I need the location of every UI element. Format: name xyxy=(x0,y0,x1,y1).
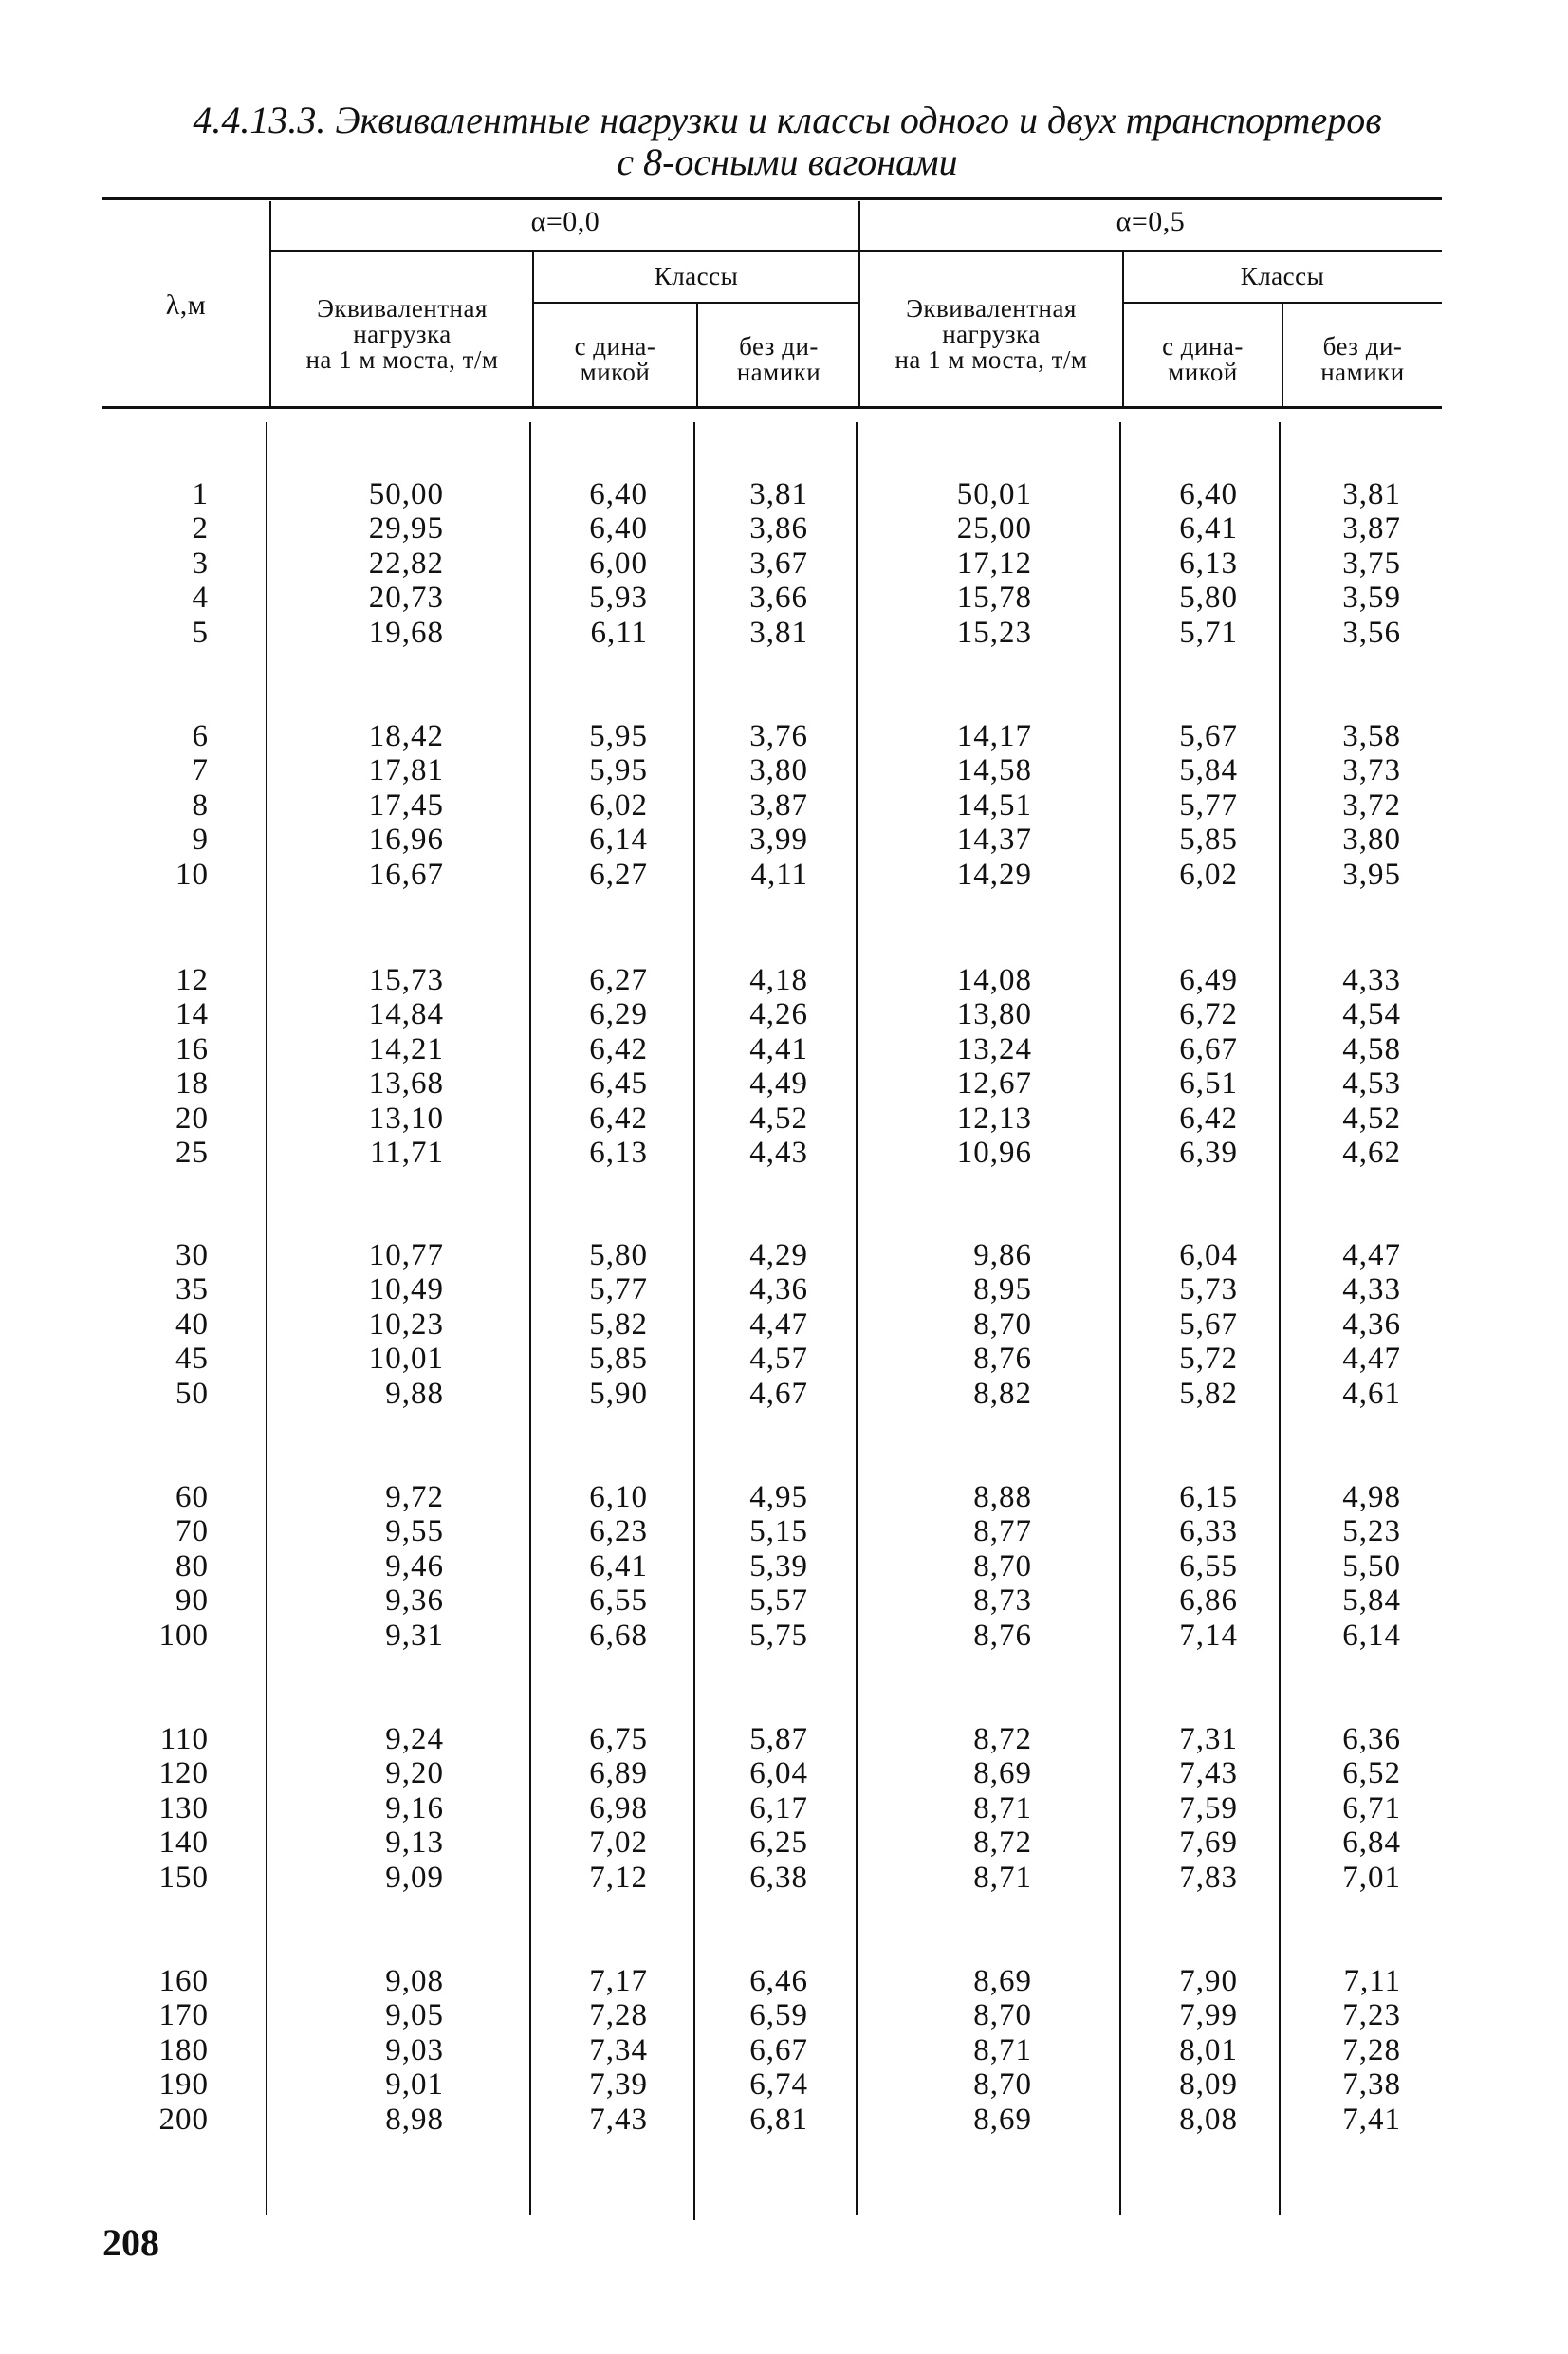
cell-dyn-a05: 5,71 xyxy=(1179,615,1238,650)
cell-load-a05: 14,08 xyxy=(956,963,1032,997)
cell-load-a05: 17,12 xyxy=(956,546,1032,581)
cell-dyn-a05: 6,67 xyxy=(1179,1031,1238,1066)
cell-nodyn-a05: 4,98 xyxy=(1342,1480,1401,1514)
header-load-left: Эквивалентная нагрузка на 1 м моста, т/м xyxy=(305,294,499,374)
cell-nodyn-a05: 7,11 xyxy=(1343,1964,1401,1998)
header-bottom-rule xyxy=(102,406,1442,409)
cell-nodyn-a0: 3,80 xyxy=(749,753,808,788)
cell-load-a0: 9,55 xyxy=(385,1514,444,1549)
cell-load-a05: 15,23 xyxy=(956,615,1032,650)
cell-dyn-a0: 7,39 xyxy=(589,2067,648,2103)
cell-nodyn-a05: 3,95 xyxy=(1342,857,1401,892)
cell-span: 2 xyxy=(192,511,209,547)
cell-load-a05: 8,77 xyxy=(973,1514,1032,1549)
cell-nodyn-a0: 4,47 xyxy=(749,1307,808,1342)
page-number: 208 xyxy=(102,2221,159,2264)
cell-dyn-a05: 7,31 xyxy=(1179,1722,1238,1756)
cell-nodyn-a05: 4,36 xyxy=(1342,1307,1401,1342)
cell-span: 170 xyxy=(158,1998,209,2033)
cell-dyn-a0: 5,90 xyxy=(589,1376,648,1411)
cell-load-a05: 14,29 xyxy=(956,857,1032,892)
cell-load-a0: 18,42 xyxy=(368,719,444,753)
cell-dyn-a05: 6,72 xyxy=(1179,997,1238,1032)
cell-nodyn-a05: 3,73 xyxy=(1342,753,1401,788)
cell-span: 80 xyxy=(175,1548,209,1584)
cell-span: 45 xyxy=(175,1342,209,1377)
cell-load-a05: 8,69 xyxy=(973,1756,1032,1791)
cell-load-a05: 8,70 xyxy=(973,1548,1032,1584)
cell-span: 6 xyxy=(192,719,209,753)
cell-nodyn-a05: 4,58 xyxy=(1342,1031,1401,1066)
cell-load-a0: 9,31 xyxy=(385,1618,444,1653)
cell-load-a05: 8,71 xyxy=(973,1790,1032,1826)
cell-span: 3 xyxy=(192,546,209,581)
cell-dyn-a0: 6,11 xyxy=(590,615,648,650)
cell-nodyn-a05: 4,33 xyxy=(1342,1272,1401,1307)
header-nodyn-left: без ди- намики xyxy=(736,332,821,386)
cell-dyn-a0: 5,82 xyxy=(589,1307,648,1342)
cell-dyn-a0: 6,55 xyxy=(589,1584,648,1619)
cell-span: 5 xyxy=(192,615,209,650)
cell-dyn-a0: 6,40 xyxy=(589,511,648,547)
cell-nodyn-a05: 3,75 xyxy=(1342,546,1401,581)
cell-load-a0: 17,81 xyxy=(368,753,444,788)
cell-nodyn-a0: 4,26 xyxy=(749,997,808,1032)
cell-load-a0: 14,84 xyxy=(368,997,444,1032)
cell-span: 180 xyxy=(158,2032,209,2067)
cell-nodyn-a0: 3,81 xyxy=(749,615,808,650)
cell-span: 7 xyxy=(192,753,209,788)
cell-load-a05: 9,86 xyxy=(973,1238,1032,1272)
cell-dyn-a0: 6,23 xyxy=(589,1514,648,1549)
cell-dyn-a0: 6,45 xyxy=(589,1066,648,1102)
cell-nodyn-a0: 6,04 xyxy=(749,1756,808,1791)
cell-dyn-a05: 8,08 xyxy=(1179,2102,1238,2137)
cell-span: 12 xyxy=(175,963,209,997)
cell-dyn-a05: 5,73 xyxy=(1179,1272,1238,1307)
alpha-rule-right xyxy=(859,250,1442,252)
cell-dyn-a0: 6,02 xyxy=(589,788,648,823)
cell-span: 140 xyxy=(158,1826,209,1861)
cell-nodyn-a0: 4,29 xyxy=(749,1238,808,1272)
cell-load-a0: 8,98 xyxy=(385,2102,444,2137)
cell-dyn-a0: 7,43 xyxy=(589,2102,648,2137)
cell-dyn-a0: 6,42 xyxy=(589,1031,648,1066)
cell-dyn-a05: 5,77 xyxy=(1179,788,1238,823)
header-nodyn-right: без ди- намики xyxy=(1320,332,1405,386)
cell-nodyn-a05: 5,23 xyxy=(1342,1514,1401,1549)
cell-span: 150 xyxy=(158,1860,209,1895)
cell-nodyn-a05: 4,47 xyxy=(1342,1238,1401,1272)
cell-nodyn-a05: 3,58 xyxy=(1342,719,1401,753)
table-title-line2: с 8-осными вагонами xyxy=(617,140,958,183)
cell-nodyn-a0: 3,76 xyxy=(749,719,808,753)
cell-load-a05: 8,72 xyxy=(973,1826,1032,1861)
cell-load-a0: 9,20 xyxy=(385,1756,444,1791)
cell-dyn-a0: 5,95 xyxy=(589,753,648,788)
cell-dyn-a05: 6,55 xyxy=(1179,1548,1238,1584)
cell-span: 16 xyxy=(175,1031,209,1066)
cell-nodyn-a05: 7,38 xyxy=(1342,2067,1401,2103)
cell-dyn-a0: 6,42 xyxy=(589,1101,648,1136)
cell-dyn-a05: 7,99 xyxy=(1179,1998,1238,2033)
cell-load-a0: 15,73 xyxy=(368,963,444,997)
cell-load-a0: 9,01 xyxy=(385,2067,444,2103)
cell-load-a05: 8,88 xyxy=(973,1480,1032,1514)
cell-load-a0: 9,08 xyxy=(385,1964,444,1998)
cell-load-a0: 9,05 xyxy=(385,1998,444,2033)
cell-span: 18 xyxy=(175,1066,209,1102)
cell-dyn-a0: 5,85 xyxy=(589,1342,648,1377)
header-alpha-05: α=0,5 xyxy=(1116,206,1186,237)
cell-load-a05: 25,00 xyxy=(956,511,1032,547)
vrule-body-4 xyxy=(856,422,858,2215)
cell-nodyn-a05: 6,71 xyxy=(1342,1790,1401,1826)
cell-dyn-a0: 6,29 xyxy=(589,997,648,1032)
cell-span: 20 xyxy=(175,1101,209,1136)
cell-dyn-a05: 6,86 xyxy=(1179,1584,1238,1619)
cell-dyn-a05: 7,69 xyxy=(1179,1826,1238,1861)
cell-load-a05: 8,69 xyxy=(973,2102,1032,2137)
cell-span: 90 xyxy=(175,1584,209,1619)
cell-nodyn-a05: 3,59 xyxy=(1342,581,1401,616)
cell-span: 40 xyxy=(175,1307,209,1342)
cell-dyn-a0: 6,41 xyxy=(589,1548,648,1584)
cell-dyn-a05: 6,49 xyxy=(1179,963,1238,997)
cell-dyn-a0: 6,14 xyxy=(589,823,648,858)
cell-dyn-a05: 5,85 xyxy=(1179,823,1238,858)
cell-nodyn-a05: 4,52 xyxy=(1342,1101,1401,1136)
cell-nodyn-a0: 6,17 xyxy=(749,1790,808,1826)
cell-nodyn-a05: 7,23 xyxy=(1342,1998,1401,2033)
cell-load-a05: 8,82 xyxy=(973,1376,1032,1411)
cell-dyn-a05: 6,40 xyxy=(1179,477,1238,511)
cell-nodyn-a0: 3,81 xyxy=(749,477,808,511)
cell-load-a0: 9,46 xyxy=(385,1548,444,1584)
cell-nodyn-a0: 5,39 xyxy=(749,1548,808,1584)
cell-nodyn-a0: 4,36 xyxy=(749,1272,808,1307)
cell-load-a0: 9,16 xyxy=(385,1790,444,1826)
header-alpha-0: α=0,0 xyxy=(530,206,600,237)
cell-nodyn-a0: 4,11 xyxy=(750,857,808,892)
cell-dyn-a0: 7,12 xyxy=(589,1860,648,1895)
cell-dyn-a0: 6,89 xyxy=(589,1756,648,1791)
cell-nodyn-a0: 6,46 xyxy=(749,1964,808,1998)
cell-dyn-a05: 5,67 xyxy=(1179,1307,1238,1342)
cell-dyn-a05: 6,42 xyxy=(1179,1101,1238,1136)
cell-load-a05: 8,73 xyxy=(973,1584,1032,1619)
cell-span: 1 xyxy=(192,477,209,511)
cell-load-a0: 13,10 xyxy=(368,1101,444,1136)
cell-nodyn-a0: 3,66 xyxy=(749,581,808,616)
cell-nodyn-a0: 4,49 xyxy=(749,1066,808,1102)
cell-load-a05: 50,01 xyxy=(956,477,1032,511)
cell-nodyn-a0: 4,57 xyxy=(749,1342,808,1377)
cell-dyn-a05: 6,15 xyxy=(1179,1480,1238,1514)
cell-dyn-a0: 6,13 xyxy=(589,1136,648,1170)
cell-dyn-a05: 5,80 xyxy=(1179,581,1238,616)
header-lambda: λ,м xyxy=(165,289,207,321)
cell-load-a05: 8,69 xyxy=(973,1964,1032,1998)
cell-nodyn-a0: 4,95 xyxy=(749,1480,808,1514)
cell-nodyn-a0: 3,86 xyxy=(749,511,808,547)
cell-load-a0: 13,68 xyxy=(368,1066,444,1102)
cell-nodyn-a0: 3,67 xyxy=(749,546,808,581)
top-rule xyxy=(102,197,1442,200)
cell-load-a05: 8,70 xyxy=(973,2067,1032,2103)
cell-load-a05: 10,96 xyxy=(956,1136,1032,1170)
cell-load-a0: 9,36 xyxy=(385,1584,444,1619)
cell-dyn-a05: 6,13 xyxy=(1179,546,1238,581)
table-title-line1: 4.4.13.3. Эквивалентные нагрузки и классы одного и двух транспортеров xyxy=(193,99,1382,141)
cell-load-a05: 14,58 xyxy=(956,753,1032,788)
cell-nodyn-a0: 4,18 xyxy=(749,963,808,997)
cell-dyn-a05: 7,14 xyxy=(1179,1618,1238,1653)
cell-nodyn-a05: 7,28 xyxy=(1342,2032,1401,2067)
cell-dyn-a05: 7,83 xyxy=(1179,1860,1238,1895)
cell-load-a0: 9,03 xyxy=(385,2032,444,2067)
cell-nodyn-a05: 7,41 xyxy=(1342,2102,1401,2137)
cell-dyn-a05: 7,59 xyxy=(1179,1790,1238,1826)
cell-nodyn-a05: 6,84 xyxy=(1342,1826,1401,1861)
cell-nodyn-a0: 6,74 xyxy=(749,2067,808,2103)
cell-load-a0: 9,09 xyxy=(385,1860,444,1895)
alpha-rule-left xyxy=(271,250,859,252)
cell-span: 14 xyxy=(175,997,209,1032)
cell-span: 60 xyxy=(175,1480,209,1514)
cell-load-a0: 10,77 xyxy=(368,1238,444,1272)
cell-span: 8 xyxy=(192,788,209,823)
cell-load-a0: 10,01 xyxy=(368,1342,444,1377)
cell-load-a05: 8,70 xyxy=(973,1998,1032,2033)
cell-dyn-a05: 6,51 xyxy=(1179,1066,1238,1102)
cell-load-a0: 50,00 xyxy=(368,477,444,511)
cell-nodyn-a05: 4,53 xyxy=(1342,1066,1401,1102)
cell-dyn-a05: 5,67 xyxy=(1179,719,1238,753)
cell-load-a0: 9,88 xyxy=(385,1376,444,1411)
cell-dyn-a0: 5,93 xyxy=(589,581,648,616)
cell-span: 160 xyxy=(158,1964,209,1998)
cell-dyn-a05: 8,09 xyxy=(1179,2067,1238,2103)
cell-nodyn-a0: 4,67 xyxy=(749,1376,808,1411)
cell-nodyn-a05: 6,36 xyxy=(1342,1722,1401,1756)
vrule-body-1 xyxy=(266,422,267,2215)
cell-load-a0: 11,71 xyxy=(369,1136,444,1170)
cell-nodyn-a0: 4,52 xyxy=(749,1101,808,1136)
cell-load-a05: 8,72 xyxy=(973,1722,1032,1756)
cell-load-a05: 8,70 xyxy=(973,1307,1032,1342)
cell-span: 50 xyxy=(175,1376,209,1411)
cell-nodyn-a05: 3,80 xyxy=(1342,823,1401,858)
cell-load-a0: 10,49 xyxy=(368,1272,444,1307)
cell-span: 110 xyxy=(159,1722,209,1756)
cell-nodyn-a0: 4,43 xyxy=(749,1136,808,1170)
cell-nodyn-a0: 6,59 xyxy=(749,1998,808,2033)
cell-load-a0: 10,23 xyxy=(368,1307,444,1342)
cell-span: 30 xyxy=(175,1238,209,1272)
cell-dyn-a0: 5,77 xyxy=(589,1272,648,1307)
cell-dyn-a0: 6,68 xyxy=(589,1618,648,1653)
cell-dyn-a05: 5,82 xyxy=(1179,1376,1238,1411)
cell-nodyn-a05: 3,81 xyxy=(1342,477,1401,511)
cell-load-a05: 12,67 xyxy=(956,1066,1032,1102)
vrule-body-5 xyxy=(1119,422,1121,2215)
cell-nodyn-a05: 6,14 xyxy=(1342,1618,1401,1653)
cell-nodyn-a0: 6,67 xyxy=(749,2032,808,2067)
cell-nodyn-a05: 4,62 xyxy=(1342,1136,1401,1170)
cell-nodyn-a05: 3,56 xyxy=(1342,615,1401,650)
cell-nodyn-a0: 5,57 xyxy=(749,1584,808,1619)
cell-dyn-a0: 6,10 xyxy=(589,1480,648,1514)
cell-span: 10 xyxy=(175,857,209,892)
cell-span: 25 xyxy=(175,1136,209,1170)
cell-load-a0: 20,73 xyxy=(368,581,444,616)
vrule-body-2 xyxy=(529,422,531,2215)
cell-span: 4 xyxy=(192,581,209,616)
cell-nodyn-a05: 4,54 xyxy=(1342,997,1401,1032)
cell-span: 100 xyxy=(158,1618,209,1653)
cell-nodyn-a0: 6,81 xyxy=(749,2102,808,2137)
cell-dyn-a05: 6,41 xyxy=(1179,511,1238,547)
cell-dyn-a05: 7,43 xyxy=(1179,1756,1238,1791)
cell-dyn-a0: 7,17 xyxy=(589,1964,648,1998)
cell-load-a0: 16,67 xyxy=(368,857,444,892)
cell-dyn-a05: 6,33 xyxy=(1179,1514,1238,1549)
cell-load-a05: 14,17 xyxy=(956,719,1032,753)
header-dyn-right: с дина- микой xyxy=(1162,332,1244,386)
cell-span: 190 xyxy=(158,2067,209,2103)
cell-nodyn-a0: 5,87 xyxy=(749,1722,808,1756)
cell-nodyn-a05: 4,47 xyxy=(1342,1342,1401,1377)
cell-load-a0: 19,68 xyxy=(368,615,444,650)
cell-dyn-a0: 6,00 xyxy=(589,546,648,581)
cell-nodyn-a05: 3,72 xyxy=(1342,788,1401,823)
cell-load-a05: 8,95 xyxy=(973,1272,1032,1307)
cell-load-a05: 15,78 xyxy=(956,581,1032,616)
cell-dyn-a0: 7,02 xyxy=(589,1826,648,1861)
cell-load-a05: 13,24 xyxy=(956,1031,1032,1066)
cell-span: 130 xyxy=(158,1790,209,1826)
cell-load-a05: 8,71 xyxy=(973,2032,1032,2067)
cell-dyn-a0: 6,98 xyxy=(589,1790,648,1826)
cell-load-a0: 9,24 xyxy=(385,1722,444,1756)
cell-nodyn-a0: 3,87 xyxy=(749,788,808,823)
cell-dyn-a05: 7,90 xyxy=(1179,1964,1238,1998)
cell-nodyn-a0: 5,15 xyxy=(749,1514,808,1549)
cell-span: 9 xyxy=(192,823,209,858)
cell-dyn-a0: 5,80 xyxy=(589,1238,648,1272)
vrule-body-3 xyxy=(693,422,695,2220)
cell-load-a0: 22,82 xyxy=(368,546,444,581)
cell-nodyn-a0: 4,41 xyxy=(749,1031,808,1066)
cell-dyn-a05: 5,72 xyxy=(1179,1342,1238,1377)
cell-load-a05: 14,37 xyxy=(956,823,1032,858)
cell-load-a05: 8,71 xyxy=(973,1860,1032,1895)
cell-dyn-a0: 7,34 xyxy=(589,2032,648,2067)
cell-span: 35 xyxy=(175,1272,209,1307)
cell-load-a0: 14,21 xyxy=(368,1031,444,1066)
cell-nodyn-a05: 4,61 xyxy=(1342,1376,1401,1411)
header-dyn-left: с дина- микой xyxy=(574,332,656,386)
cell-load-a0: 17,45 xyxy=(368,788,444,823)
cell-dyn-a05: 6,02 xyxy=(1179,857,1238,892)
cell-nodyn-a05: 3,87 xyxy=(1342,511,1401,547)
cell-nodyn-a0: 3,99 xyxy=(749,823,808,858)
cell-span: 120 xyxy=(158,1756,209,1791)
cell-load-a05: 14,51 xyxy=(956,788,1032,823)
cell-load-a05: 8,76 xyxy=(973,1618,1032,1653)
header-classes-right: Классы xyxy=(1240,262,1325,290)
cell-span: 70 xyxy=(175,1514,209,1549)
cell-dyn-a05: 5,84 xyxy=(1179,753,1238,788)
cell-nodyn-a05: 4,33 xyxy=(1342,963,1401,997)
cell-nodyn-a0: 6,25 xyxy=(749,1826,808,1861)
cell-dyn-a05: 8,01 xyxy=(1179,2032,1238,2067)
cell-nodyn-a05: 5,50 xyxy=(1342,1548,1401,1584)
cell-load-a05: 13,80 xyxy=(956,997,1032,1032)
cell-nodyn-a0: 5,75 xyxy=(749,1618,808,1653)
cell-dyn-a05: 6,04 xyxy=(1179,1238,1238,1272)
header-classes-left: Классы xyxy=(654,262,739,290)
cell-nodyn-a05: 7,01 xyxy=(1342,1860,1401,1895)
cell-dyn-a0: 7,28 xyxy=(589,1998,648,2033)
cell-nodyn-a0: 6,38 xyxy=(749,1860,808,1895)
cell-dyn-a0: 6,75 xyxy=(589,1722,648,1756)
cell-load-a0: 9,13 xyxy=(385,1826,444,1861)
cell-load-a0: 9,72 xyxy=(385,1480,444,1514)
cell-dyn-a0: 6,27 xyxy=(589,963,648,997)
cell-load-a0: 16,96 xyxy=(368,823,444,858)
cell-load-a0: 29,95 xyxy=(368,511,444,547)
table-title xyxy=(95,100,1480,183)
cell-dyn-a0: 6,27 xyxy=(589,857,648,892)
vrule-body-6 xyxy=(1279,422,1281,2215)
cell-nodyn-a05: 6,52 xyxy=(1342,1756,1401,1791)
header-load-right: Эквивалентная нагрузка на 1 м моста, т/м xyxy=(895,294,1088,374)
cell-dyn-a0: 6,40 xyxy=(589,477,648,511)
cell-span: 200 xyxy=(158,2102,209,2137)
cell-dyn-a05: 6,39 xyxy=(1179,1136,1238,1170)
cell-dyn-a0: 5,95 xyxy=(589,719,648,753)
cell-load-a05: 8,76 xyxy=(973,1342,1032,1377)
cell-nodyn-a05: 5,84 xyxy=(1342,1584,1401,1619)
cell-load-a05: 12,13 xyxy=(956,1101,1032,1136)
